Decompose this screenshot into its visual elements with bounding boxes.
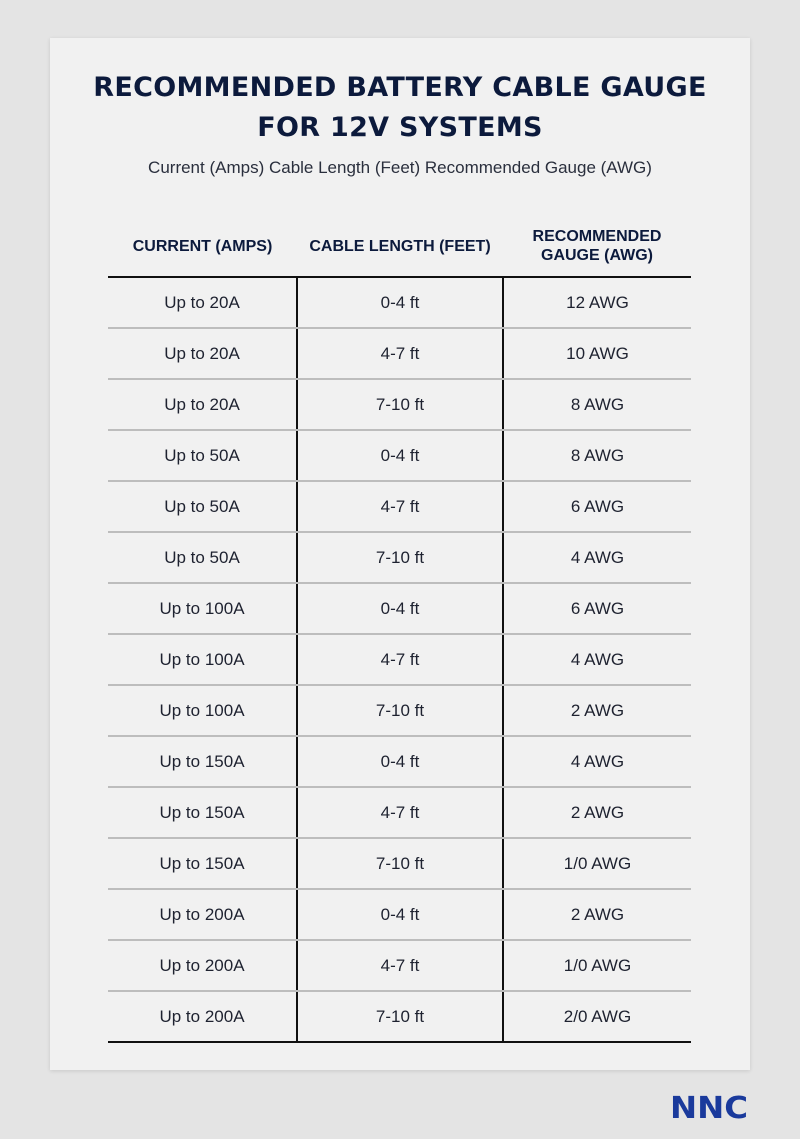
cell-current: Up to 200A xyxy=(108,889,297,940)
cell-current: Up to 200A xyxy=(108,940,297,991)
page-title xyxy=(50,68,750,148)
table-row xyxy=(108,685,691,736)
cell-gauge: 1/0 AWG xyxy=(503,838,691,889)
cell-cable-length: 0-4 ft xyxy=(297,277,503,328)
cell-current: Up to 100A xyxy=(108,583,297,634)
cell-cable-length: 0-4 ft xyxy=(297,736,503,787)
cell-cable-length: 4-7 ft xyxy=(297,787,503,838)
cell-gauge: 1/0 AWG xyxy=(503,940,691,991)
table-row xyxy=(108,532,691,583)
table-row xyxy=(108,787,691,838)
cell-gauge: 6 AWG xyxy=(503,481,691,532)
cell-cable-length: 4-7 ft xyxy=(297,481,503,532)
cell-gauge: 6 AWG xyxy=(503,583,691,634)
cell-current: Up to 50A xyxy=(108,481,297,532)
table-row xyxy=(108,889,691,940)
cell-gauge: 4 AWG xyxy=(503,532,691,583)
cell-gauge: 2 AWG xyxy=(503,889,691,940)
header-cable-length: CABLE LENGTH (FEET) xyxy=(297,216,503,277)
table-row xyxy=(108,481,691,532)
table-row xyxy=(108,277,691,328)
cell-cable-length: 4-7 ft xyxy=(297,634,503,685)
cell-cable-length: 7-10 ft xyxy=(297,532,503,583)
cell-cable-length: 7-10 ft xyxy=(297,379,503,430)
cell-gauge: 2 AWG xyxy=(503,787,691,838)
table-row xyxy=(108,940,691,991)
nnc-logo xyxy=(669,1091,749,1121)
cell-gauge: 2/0 AWG xyxy=(503,991,691,1042)
cell-gauge: 12 AWG xyxy=(503,277,691,328)
cell-cable-length: 7-10 ft xyxy=(297,685,503,736)
table-row xyxy=(108,634,691,685)
header-row xyxy=(108,216,691,277)
header-recommended-gauge: RECOMMENDED GAUGE (AWG) xyxy=(503,216,691,277)
cell-current: Up to 50A xyxy=(108,532,297,583)
cell-current: Up to 150A xyxy=(108,736,297,787)
table-row xyxy=(108,736,691,787)
title-line-2: FOR 12V SYSTEMS xyxy=(257,112,543,143)
subtitle: Current (Amps) Cable Length (Feet) Recommended Gauge (AWG) xyxy=(148,158,652,177)
cell-gauge: 4 AWG xyxy=(503,736,691,787)
cell-cable-length: 0-4 ft xyxy=(297,889,503,940)
cell-cable-length: 4-7 ft xyxy=(297,328,503,379)
table-row xyxy=(108,583,691,634)
table-row xyxy=(108,379,691,430)
table-row xyxy=(108,430,691,481)
logo-text: NNC xyxy=(670,1091,748,1121)
table-row xyxy=(108,838,691,889)
header-current: CURRENT (AMPS) xyxy=(108,216,297,277)
cell-gauge: 10 AWG xyxy=(503,328,691,379)
cell-current: Up to 100A xyxy=(108,685,297,736)
gauge-table xyxy=(108,216,691,1043)
cell-current: Up to 20A xyxy=(108,277,297,328)
chart-card xyxy=(50,38,750,1070)
cell-cable-length: 0-4 ft xyxy=(297,430,503,481)
title-line-1: RECOMMENDED BATTERY CABLE GAUGE xyxy=(93,72,707,103)
cell-current: Up to 100A xyxy=(108,634,297,685)
cell-gauge: 8 AWG xyxy=(503,430,691,481)
cell-gauge: 4 AWG xyxy=(503,634,691,685)
cell-cable-length: 7-10 ft xyxy=(297,838,503,889)
cell-current: Up to 20A xyxy=(108,379,297,430)
table-row xyxy=(108,991,691,1042)
cell-gauge: 2 AWG xyxy=(503,685,691,736)
cell-current: Up to 150A xyxy=(108,838,297,889)
cell-current: Up to 20A xyxy=(108,328,297,379)
cell-current: Up to 200A xyxy=(108,991,297,1042)
cell-cable-length: 7-10 ft xyxy=(297,991,503,1042)
cell-current: Up to 50A xyxy=(108,430,297,481)
cell-cable-length: 4-7 ft xyxy=(297,940,503,991)
cell-cable-length: 0-4 ft xyxy=(297,583,503,634)
table-body xyxy=(108,277,691,1042)
table-header xyxy=(108,216,691,277)
cell-gauge: 8 AWG xyxy=(503,379,691,430)
table-row xyxy=(108,328,691,379)
cell-current: Up to 150A xyxy=(108,787,297,838)
